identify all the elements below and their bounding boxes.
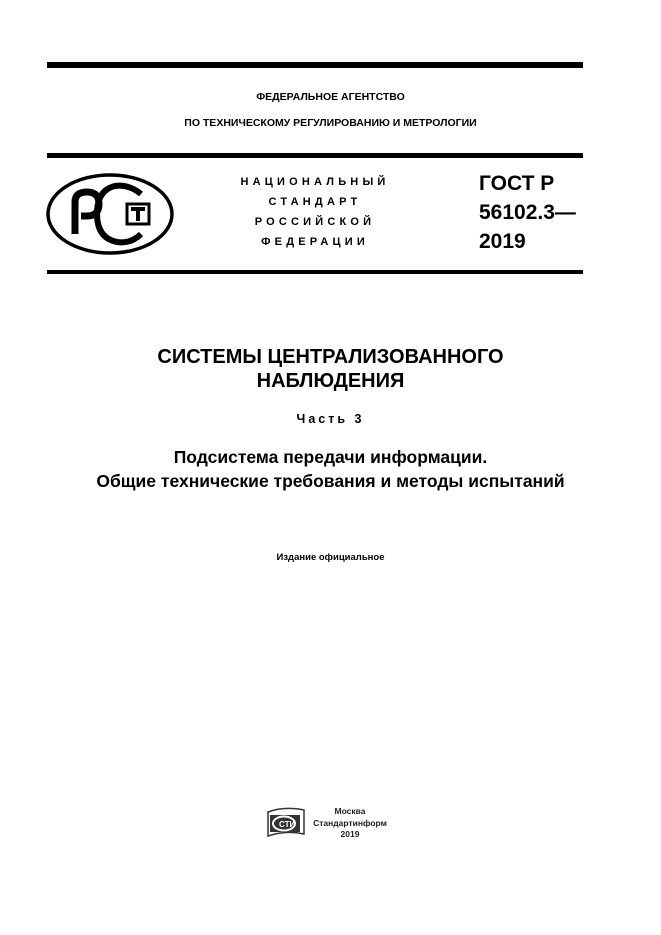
lower-divider — [47, 270, 583, 274]
publisher-city: Москва — [334, 806, 366, 816]
svg-text:СТИ: СТИ — [279, 820, 296, 829]
part-label: Часть 3 — [296, 412, 365, 426]
gost-code: 56102.3— — [479, 201, 576, 224]
label-line-2: СТАНДАРТ — [268, 196, 362, 208]
upper-divider — [47, 153, 583, 158]
gost-prefix: ГОСТ Р — [479, 172, 555, 195]
document-title — [0, 345, 661, 393]
agency-name-line2: ПО ТЕХНИЧЕСКОМУ РЕГУЛИРОВАНИЮ И МЕТРОЛОГИИ — [184, 117, 477, 129]
national-standard-label — [230, 172, 400, 252]
standartinform-logo-icon — [264, 806, 310, 838]
top-rule — [47, 62, 583, 68]
agency-name-line1: ФЕДЕРАЛЬНОЕ АГЕНТСТВО — [256, 91, 405, 103]
rst-gost-emblem-icon — [45, 172, 175, 256]
subtitle-line-1: Подсистема передачи информации. — [173, 447, 488, 467]
document-subtitle — [0, 445, 661, 493]
gost-year: 2019 — [479, 230, 526, 253]
subtitle-line-2: Общие технические требования и методы испытаний — [96, 471, 565, 491]
publisher-info — [305, 806, 395, 841]
label-line-4: ФЕДЕРАЦИИ — [261, 236, 369, 248]
label-line-1: НАЦИОНАЛЬНЫЙ — [240, 176, 390, 188]
title-line-1: СИСТЕМЫ ЦЕНТРАЛИЗОВАННОГО — [157, 346, 504, 368]
publisher-name: Стандартинформ — [313, 817, 387, 828]
gost-number — [479, 169, 576, 256]
edition-label: Издание официальное — [276, 552, 385, 563]
label-line-3: РОССИЙСКОЙ — [254, 216, 376, 228]
title-line-2: НАБЛЮДЕНИЯ — [256, 370, 405, 392]
publication-year: 2019 — [340, 829, 360, 839]
